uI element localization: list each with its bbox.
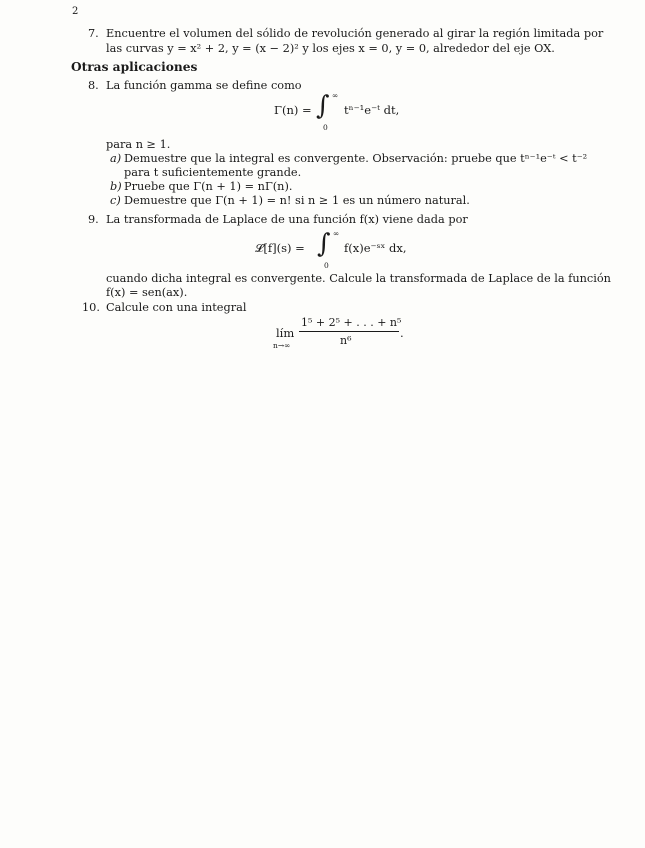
gamma-lower-limit: 0	[323, 123, 328, 132]
problem-9-intro: La transformada de Laplace de una función f(x) viene dada por	[106, 213, 468, 226]
problem-9-line-1: cuando dicha integral es convergente. Calcule la transformada de Laplace de la función	[106, 272, 611, 285]
fraction-denominator: n⁶	[340, 334, 352, 347]
problem-10-number: 10.	[82, 301, 100, 314]
problem-7-line-1: Encuentre el volumen del sólido de revolución generado al girar la región limitada por	[106, 27, 604, 40]
laplace-lower-limit: 0	[324, 261, 329, 270]
problem-10-intro: Calcule con una integral	[106, 301, 247, 314]
item-c-text: Demuestre que Γ(n + 1) = n! si n ≥ 1 es un número natural.	[124, 194, 470, 207]
gamma-upper-limit: ∞	[332, 91, 339, 100]
gamma-integrand: tⁿ⁻¹e⁻ᵗ dt,	[344, 103, 400, 117]
gamma-formula-lhs: Γ(n) =	[274, 103, 312, 117]
item-c-label: c)	[110, 194, 121, 207]
limit-trailing-period: .	[400, 326, 404, 340]
limit-subscript: n→∞	[273, 341, 291, 350]
item-a-label: a)	[110, 152, 122, 165]
problem-9-line-2: f(x) = sen(ax).	[106, 286, 188, 299]
item-a-text: Demuestre que la integral es convergente. Observación: pruebe que tⁿ⁻¹e⁻ᵗ < t⁻²	[124, 152, 588, 165]
limit-label: lím	[276, 326, 295, 340]
laplace-integral-sign: ∫	[317, 229, 331, 259]
problem-8-condition: para n ≥ 1.	[106, 138, 171, 151]
laplace-formula-lhs: 𝓛[f](s) =	[255, 241, 305, 255]
item-b-text: Pruebe que Γ(n + 1) = nΓ(n).	[124, 180, 293, 193]
laplace-upper-limit: ∞	[333, 229, 340, 238]
laplace-integrand: f(x)e⁻ˢˣ dx,	[344, 241, 407, 255]
problem-8-intro: La función gamma se define como	[106, 79, 302, 92]
page-number: 2	[72, 6, 79, 17]
fraction-bar	[299, 331, 399, 332]
problem-7-number: 7.	[88, 27, 99, 40]
problem-8-number: 8.	[88, 79, 99, 92]
fraction-numerator: 1⁵ + 2⁵ + . . . + n⁵	[301, 316, 402, 329]
problem-9-number: 9.	[88, 213, 99, 226]
item-b-label: b)	[110, 180, 122, 193]
problem-7-line-2: las curvas y = x² + 2, y = (x − 2)² y los ejes x = 0, y = 0, alrededor del eje OX.	[106, 42, 555, 55]
section-title: Otras aplicaciones	[71, 60, 198, 74]
gamma-integral-sign: ∫	[316, 91, 330, 121]
item-a-text-2: para t suficientemente grande.	[124, 166, 302, 179]
